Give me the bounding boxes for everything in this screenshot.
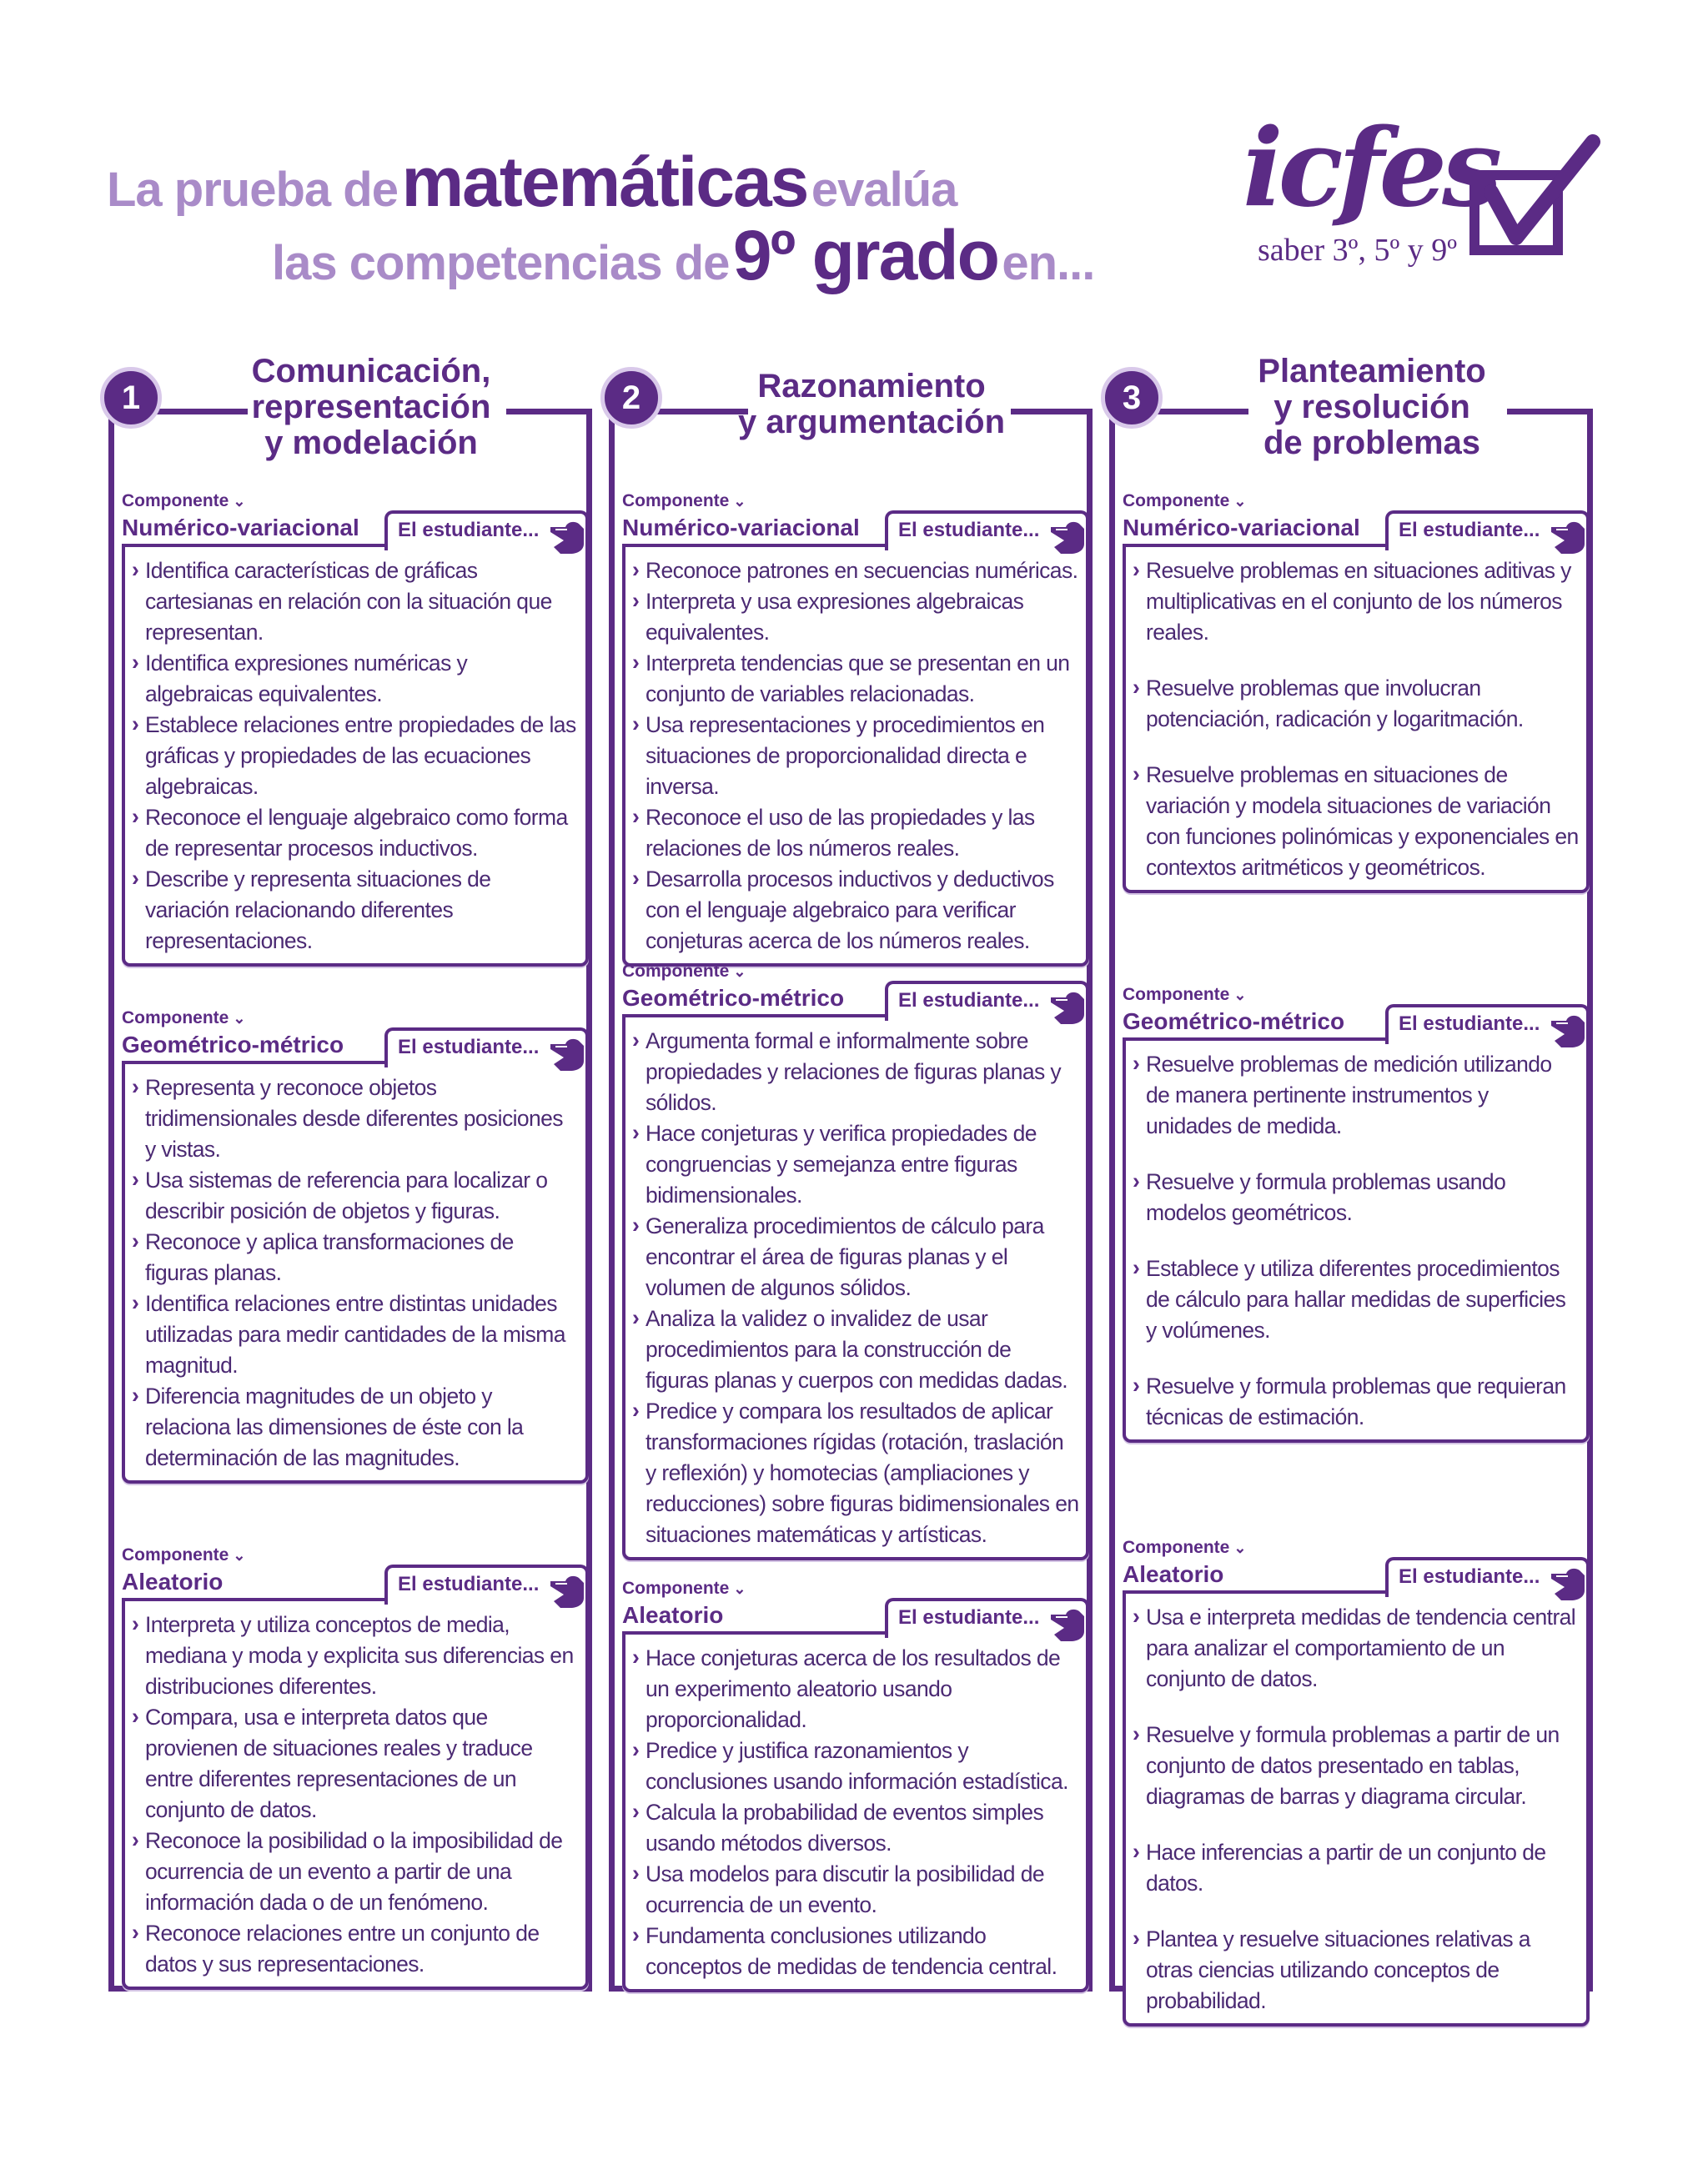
student-tab [885,510,1089,550]
icfes-logo [1243,106,1601,268]
list-item: › Resuelve y formula problemas a partir de un conjunto de datos presentado en tablas, diagramas de barras y diagrama circular. [1133,1720,1580,1812]
list-item: › Plantea y resuelve situaciones relativas a otras ciencias utilizando conceptos de probabilidad. [1133,1924,1580,2017]
list-item: › Reconoce y aplica transformaciones de figuras planas. [132,1227,579,1288]
list-item: › Representa y reconoce objetos tridimensionales desde diferentes posiciones y vistas. [132,1072,579,1165]
student-tab-label: El estudiante... [1399,1012,1540,1035]
column-top-rule [1011,409,1087,414]
competency-title-line: representación [251,389,491,425]
title-text: en... [1002,236,1095,290]
pointing-hand-icon [1046,515,1088,557]
component-name: Aleatorio [1123,1561,1224,1587]
list-item: › Diferencia magnitudes de un objeto y relaciona las dimensiones de éste con la determinación de las magnitudes. [132,1381,579,1474]
component-items-box [622,1014,1089,1560]
student-tab [1385,1004,1590,1044]
pointing-hand-icon [545,1570,587,1611]
component-label [622,490,1089,512]
component-label-text: Componente [1123,491,1230,510]
component-label [122,490,589,512]
component-label [1123,984,1590,1006]
list-item: › Usa modelos para discutir la posibilidad de ocurrencia de un evento. [632,1859,1079,1921]
list-item: › Calcula la probabilidad de eventos simples usando métodos diversos. [632,1797,1079,1859]
component-name: Numérico-variacional [1123,515,1360,540]
student-tab [885,1598,1089,1638]
component-label-text: Componente [622,962,730,981]
component-block [122,1545,589,1990]
list-item: › Establece relaciones entre propiedades de las gráficas y propiedades de las ecuaciones algebraicas. [132,710,579,802]
component-items-box [622,1631,1089,1992]
component-name: Numérico-variacional [622,515,860,540]
list-item: › Resuelve y formula problemas que requieran técnicas de estimación. [1133,1371,1580,1433]
list-item: › Reconoce la posibilidad o la imposibilidad de ocurrencia de un evento a partir de una información dada o de un fenómeno. [132,1826,579,1918]
component-label [622,1578,1089,1600]
list-item: › Fundamenta conclusiones utilizando conceptos de medidas de tendencia central. [632,1921,1079,1982]
pointing-hand-icon [1546,1562,1588,1604]
list-item: › Resuelve problemas de medición utilizando de manera pertinente instrumentos y unidades de medida. [1133,1049,1580,1142]
list-item: › Hace inferencias a partir de un conjunto de datos. [1133,1837,1580,1899]
title-highlight: matemáticas [401,143,808,221]
component-items-box [1123,544,1590,893]
component-label-text: Componente [622,491,730,510]
component-block [1123,1537,1590,2027]
component-name: Geométrico-métrico [622,985,845,1011]
pointing-hand-icon [545,1032,587,1074]
component-label-text: Componente [1123,985,1230,1004]
list-item: › Predice y compara los resultados de aplicar transformaciones rígidas (rotación, traslación y reflexión) y homotecias (ampliaciones y reducciones) sobre figuras bidimensionales en situaciones matemáticas y artísticas. [632,1396,1079,1550]
component-label-text: Componente [122,1545,229,1565]
component-block [122,1007,589,1484]
list-item: › Usa representaciones y procedimientos en situaciones de proporcionalidad directa e inversa. [632,710,1079,802]
list-item: › Resuelve problemas en situaciones aditivas y multiplicativas en el conjunto de los números reales. [1133,555,1580,648]
component-block [122,490,589,967]
component-name: Geométrico-métrico [1123,1008,1345,1034]
component-label [1123,490,1590,512]
competency-number-badge: 2 [600,367,662,429]
component-name: Geométrico-métrico [122,1032,344,1057]
double-chevron-down-icon: ⌄ [229,493,246,510]
component-items-box [122,544,589,967]
component-label [622,961,1089,982]
list-item: › Resuelve problemas en situaciones de variación y modela situaciones de variación con funciones polinómicas y exponenciales en contextos aritméticos y geométricos. [1133,760,1580,883]
student-tab [384,1027,589,1067]
double-chevron-down-icon: ⌄ [229,1547,246,1564]
list-item: › Reconoce el lenguaje algebraico como forma de representar procesos inductivos. [132,802,579,864]
list-item: › Argumenta formal e informalmente sobre propiedades y relaciones de figuras planas y sólidos. [632,1026,1079,1118]
competency-title-line: Planteamiento [1258,353,1486,389]
component-name: Aleatorio [122,1569,224,1595]
double-chevron-down-icon: ⌄ [229,1010,246,1027]
title-highlight: 9º grado [732,216,998,294]
list-item: › Usa e interpreta medidas de tendencia central para analizar el comportamiento de un conjunto de datos. [1133,1602,1580,1695]
student-tab-label: El estudiante... [898,1606,1040,1629]
component-label-text: Componente [122,1008,229,1027]
title-text: evalúa [811,163,957,217]
component-block [622,961,1089,1560]
title-text: La prueba de [107,163,398,217]
student-tab [384,510,589,550]
logo-word: icfes [1243,106,1498,231]
double-chevron-down-icon: ⌄ [729,1580,746,1597]
list-item: › Resuelve problemas que involucran potenciación, radicación y logaritmación. [1133,673,1580,735]
list-item: › Identifica expresiones numéricas y algebraicas equivalentes. [132,648,579,710]
student-tab [1385,1557,1590,1597]
list-item: › Desarrolla procesos inductivos y deductivos con el lenguaje algebraico para verificar conjeturas acerca de los números reales. [632,864,1079,957]
list-item: › Establece y utiliza diferentes procedimientos de cálculo para hallar medidas de superficies y volúmenes. [1133,1253,1580,1346]
student-tab-label: El estudiante... [898,519,1040,541]
student-tab-label: El estudiante... [398,1036,540,1058]
student-tab [885,981,1089,1021]
competency-title-line: de problemas [1263,424,1481,461]
list-item: › Usa sistemas de referencia para localizar o describir posición de objetos y figuras. [132,1165,579,1227]
pointing-hand-icon [1546,1009,1588,1051]
student-tab [1385,510,1590,550]
pointing-hand-icon [1046,1603,1088,1645]
pointing-hand-icon [1546,515,1588,557]
student-tab-label: El estudiante... [398,519,540,541]
student-tab-label: El estudiante... [1399,519,1540,541]
list-item: › Generaliza procedimientos de cálculo para encontrar el área de figuras planas y el volumen de algunos sólidos. [632,1211,1079,1303]
component-label-text: Componente [1123,1538,1230,1557]
competency-title-line: y modelación [264,424,478,461]
list-item: › Analiza la validez o invalidez de usar procedimientos para la construcción de figuras planas y cuerpos con medidas dadas. [632,1303,1079,1396]
double-chevron-down-icon: ⌄ [1229,1540,1247,1556]
component-items-box [1123,1037,1590,1443]
double-chevron-down-icon: ⌄ [1229,493,1247,510]
component-block [1123,984,1590,1443]
double-chevron-down-icon: ⌄ [729,963,746,980]
component-block [622,490,1089,967]
list-item: › Predice y justifica razonamientos y conclusiones usando información estadística. [632,1735,1079,1797]
pointing-hand-icon [545,515,587,557]
title-line-1 [107,142,957,223]
component-items-box [122,1598,589,1990]
component-items-box [122,1061,589,1484]
competency-title [1234,354,1510,461]
column-top-rule [506,409,586,414]
logo-subtitle: saber 3º, 5º y 9º [1258,233,1458,268]
competency-number-badge: 3 [1101,367,1163,429]
component-label [122,1007,589,1029]
list-item: › Reconoce relaciones entre un conjunto de datos y sus representaciones. [132,1918,579,1980]
competency-title-line: Razonamiento [757,368,986,404]
list-item: › Reconoce el uso de las propiedades y las relaciones de los números reales. [632,802,1079,864]
component-label-text: Componente [122,491,229,510]
double-chevron-down-icon: ⌄ [729,493,746,510]
checkbox-check-icon [1468,133,1601,259]
list-item: › Reconoce patrones en secuencias numéricas. [632,555,1079,586]
student-tab-label: El estudiante... [898,989,1040,1012]
component-name: Numérico-variacional [122,515,359,540]
component-label [122,1545,589,1566]
list-item: › Hace conjeturas y verifica propiedades de congruencias y semejanza entre figuras bidimensionales. [632,1118,1079,1211]
competency-title-line: Comunicación, [251,353,491,389]
competency-title [734,369,1009,440]
competency-title-line: y resolución [1273,389,1470,425]
list-item: › Identifica relaciones entre distintas unidades utilizadas para medir cantidades de la misma magnitud. [132,1288,579,1381]
student-tab-label: El estudiante... [1399,1565,1540,1588]
component-block [622,1578,1089,1992]
student-tab [384,1565,589,1605]
student-tab-label: El estudiante... [398,1573,540,1595]
list-item: › Compara, usa e interpreta datos que provienen de situaciones reales y traduce entre diferentes representaciones de un conjunto de datos. [132,1702,579,1826]
component-block [1123,490,1590,893]
component-items-box [622,544,1089,967]
pointing-hand-icon [1046,986,1088,1027]
title-text: las competencias de [272,236,730,290]
list-item: › Describe y representa situaciones de variación relacionando diferentes representaciones. [132,864,579,957]
list-item: › Interpreta y utiliza conceptos de media, mediana y moda y explicita sus diferencias en distribuciones diferentes. [132,1610,579,1702]
competency-number-badge: 1 [100,367,162,429]
list-item: › Interpreta tendencias que se presentan en un conjunto de variables relacionadas. [632,648,1079,710]
list-item: › Resuelve y formula problemas usando modelos geométricos. [1133,1167,1580,1228]
competency-title [234,354,509,461]
component-label-text: Componente [622,1579,730,1598]
list-item: › Interpreta y usa expresiones algebraicas equivalentes. [632,586,1079,648]
competency-title-line: y argumentación [737,404,1006,440]
component-label [1123,1537,1590,1559]
list-item: › Hace conjeturas acerca de los resultados de un experimento aleatorio usando proporcionalidad. [632,1643,1079,1735]
column-top-rule [1507,409,1587,414]
component-items-box [1123,1590,1590,2027]
component-name: Aleatorio [622,1602,724,1628]
list-item: › Identifica características de gráficas cartesianas en relación con la situación que representan. [132,555,579,648]
title-line-2 [272,215,1094,296]
double-chevron-down-icon: ⌄ [1229,987,1247,1003]
